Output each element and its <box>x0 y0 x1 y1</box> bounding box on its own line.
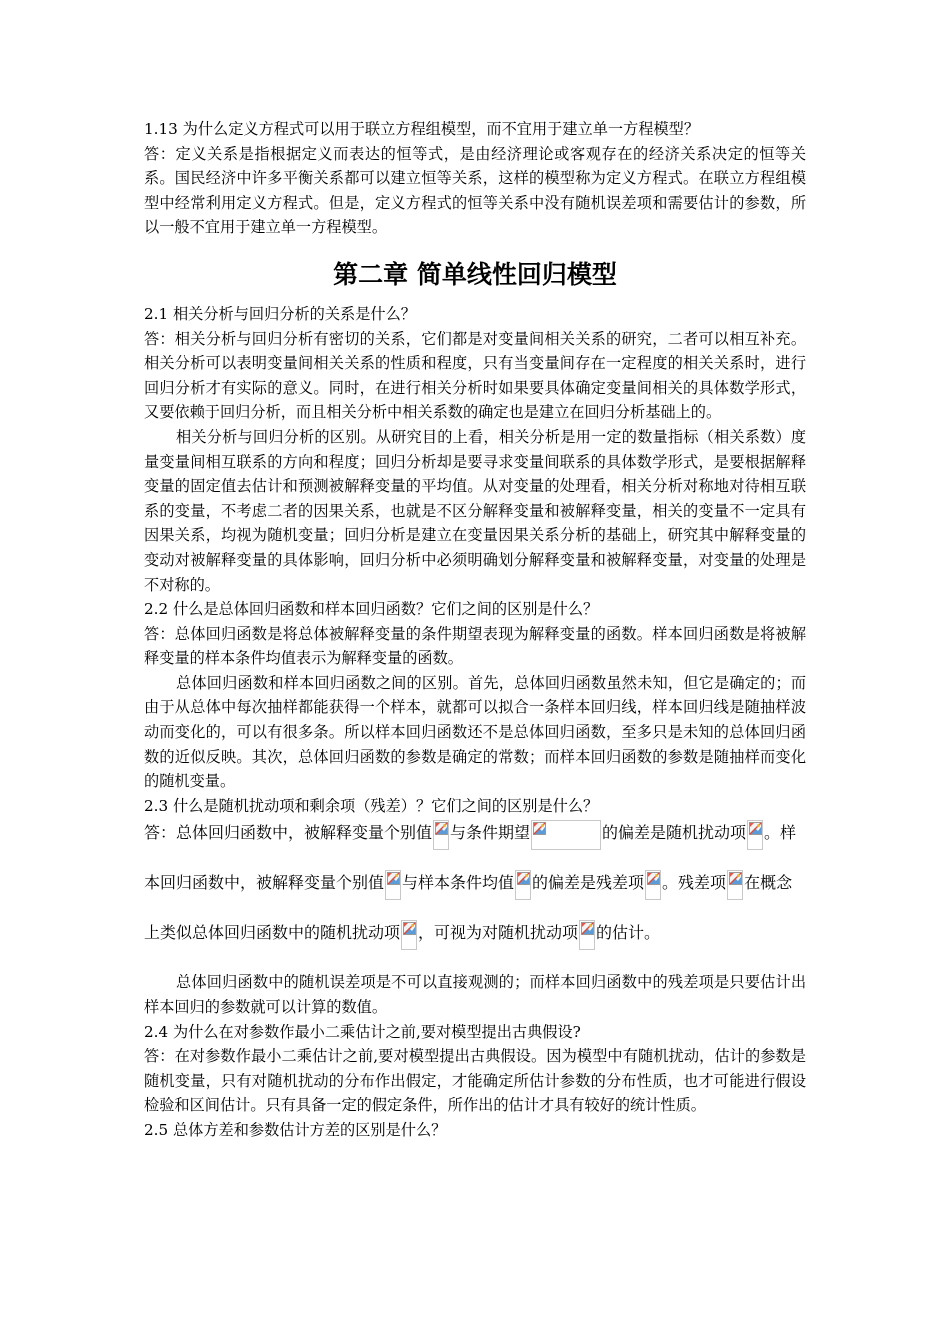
answer-2-3-line-2-text: 本回归函数中，被解释变量个别值 与样本条件均值 的偏差是残差项 。残差项 在概念 <box>144 858 792 908</box>
answer-2-3-line-3: 上类似总体回归函数中的随机扰动项 ，可视为对随机扰动项 的估计。 <box>144 908 806 958</box>
answer-2-4: 答：在对参数作最小二乘估计之前,要对模型提出古典假设。因为模型中有随机扰动，估计的参数是随机变量，只有对随机扰动的分布作出假定，才能确定所估计参数的分布性质，也才可能进行假设检验和区间估计。只有具备一定的假定条件，所作出的估计才具有较好的统计性质。 <box>144 1047 806 1115</box>
formula-image-icon <box>645 870 661 900</box>
question-1-13: 1.13 为什么定义方程式可以用于联立方程组模型，而不宜用于建立单一方程模型？ <box>144 120 700 138</box>
formula-image-icon <box>727 870 743 900</box>
answer-2-3-line-1 <box>144 808 806 858</box>
formula-image-icon <box>385 870 401 900</box>
answer-2-2-para-2: 总体回归函数和样本回归函数之间的区别。首先，总体回归函数虽然未知，但它是确定的；而由于从总体中每次抽样都能获得一个样本，就都可以拟合一条样本回归线，样本回归线是随抽样波动而变化的，可以有很多条。所以样本回归函数还不是总体回归函数，至多只是未知的总体回归函数的近似反映。其次，总体回归函数的参数是确定的常数；而样本回归函数的参数是随抽样而变化的随机变量。 <box>144 673 806 791</box>
document-page <box>144 117 806 1143</box>
formula-image-icon <box>515 870 531 900</box>
question-2-1: 2.1 相关分析与回归分析的关系是什么？ <box>144 304 416 323</box>
question-2-3: 2.3 什么是随机扰动项和剩余项（残差）？它们之间的区别是什么？ <box>144 796 599 815</box>
question-2-5: 2.5 总体方差和参数估计方差的区别是什么？ <box>144 1121 447 1139</box>
answer-2-1-para-2: 相关分析与回归分析的区别。从研究目的上看，相关分析是用一定的数量指标（相关系数）度量变量间相互联系的方向和程度；回归分析却是要寻求变量间联系的具体数学形式，是要根据解释变量的固定值去估计和预测被解释变量的平均值。从对变量的处理看，相关分析对称地对待相互联系的变量，不考虑二者的因果关系，也就是不区分解释变量和被解释变量，相关的变量不一定具有因果关系，均视为随机变量；回归分析是建立在变量因果关系分析的基础上，研究其中解释变量的变动对被解释变量的具体影响，回归分析中必须明确划分解释变量和被解释变量，对变量的处理是不对称的。 <box>144 427 806 594</box>
answer-2-2-para-1: 答：总体回归函数是将总体被解释变量的条件期望表现为解释变量的函数。样本回归函数是将被解释变量的样本条件均值表示为解释变量的函数。 <box>144 624 806 668</box>
answer-2-1-para-1: 答：相关分析与回归分析有密切的关系，它们都是对变量间相关关系的研究，二者可以相互补充。相关分析可以表明变量间相关关系的性质和程度，只有当变量间存在一定程度的相关关系时，进行回归分析才有实际的意义。同时，在进行相关分析时如果要具体确定变量间相关的具体数学形式，又要依赖于回归分析，而且相关分析中相关系数的确定也是建立在回归分析基础上的。 <box>144 329 806 422</box>
question-2-4: 2.4 为什么在对参数作最小二乘估计之前,要对模型提出古典假设? <box>144 1022 581 1041</box>
answer-1-13: 答：定义关系是指根据定义而表达的恒等式，是由经济理论或客观存在的经济关系决定的恒等关系。国民经济中许多平衡关系都可以建立恒等关系，这样的模型称为定义方程式。在联立方程组模型中经常利用定义方程式。但是，定义方程式的恒等关系中没有随机误差项和需要估计的参数，所以一般不宜用于建立单一方程模型。 <box>144 144 806 237</box>
answer-2-3-line-1-text: 答：总体回归函数中，被解释变量个别值 与条件期望 的偏差是随机扰动项 。样 <box>144 808 796 858</box>
formula-image-icon <box>433 820 449 850</box>
answer-2-3-line-2 <box>144 858 806 908</box>
answer-2-3-para-2: 总体回归函数中的随机误差项是不可以直接观测的；而样本回归函数中的残差项是只要估计出样本回归的参数就可以计算的数值。 <box>144 973 806 1017</box>
formula-image-icon <box>401 920 417 950</box>
chapter-title: 第二章 简单线性回归模型 <box>333 259 617 289</box>
formula-image-icon <box>579 920 595 950</box>
formula-image-icon <box>747 820 763 850</box>
formula-image-icon <box>531 820 601 850</box>
question-2-2: 2.2 什么是总体回归函数和样本回归函数？它们之间的区别是什么？ <box>144 600 599 619</box>
